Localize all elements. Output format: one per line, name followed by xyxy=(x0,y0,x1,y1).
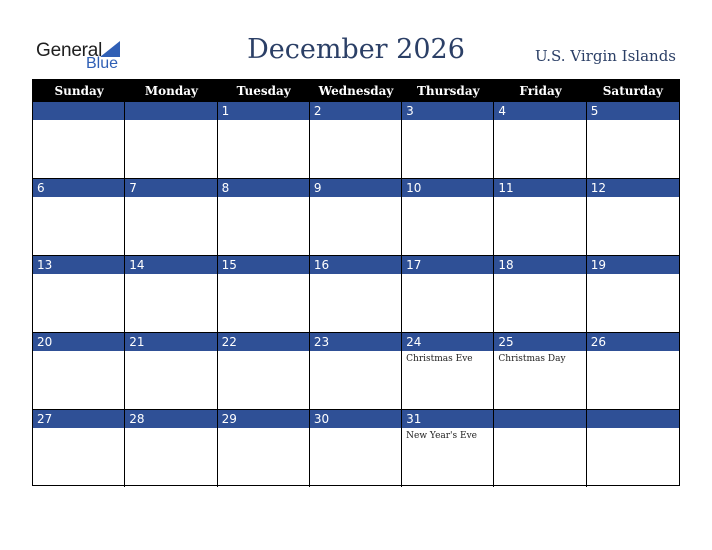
day-cell xyxy=(402,179,494,256)
day-cell xyxy=(218,410,310,487)
day-cell xyxy=(587,333,679,410)
day-number: 3 xyxy=(402,102,493,120)
day-cell xyxy=(125,179,217,256)
weekday-monday: Monday xyxy=(144,84,198,98)
calendar-grid xyxy=(32,79,680,486)
day-cell xyxy=(218,256,310,333)
day-cell xyxy=(494,102,586,179)
day-cell xyxy=(494,256,586,333)
day-number: 8 xyxy=(218,179,309,197)
day-cell xyxy=(125,333,217,410)
weekday-friday: Friday xyxy=(519,84,562,98)
day-event xyxy=(218,197,309,200)
day-event: Christmas Day xyxy=(498,354,566,364)
day-number: 14 xyxy=(125,256,216,274)
day-number xyxy=(494,410,585,428)
weekday-thursday: Thursday xyxy=(416,84,480,98)
day-event xyxy=(494,428,585,431)
day-cell xyxy=(125,102,217,179)
day-event xyxy=(33,197,124,200)
week-row xyxy=(33,102,679,179)
day-number: 12 xyxy=(587,179,679,197)
day-cell xyxy=(33,179,125,256)
day-event xyxy=(402,120,493,123)
day-number: 27 xyxy=(33,410,124,428)
day-number: 11 xyxy=(494,179,585,197)
day-cell xyxy=(218,102,310,179)
day-event xyxy=(587,197,679,200)
day-event xyxy=(218,274,309,277)
day-cell xyxy=(402,102,494,179)
day-event xyxy=(310,120,401,123)
day-cell xyxy=(310,410,402,487)
day-number: 30 xyxy=(310,410,401,428)
day-cell xyxy=(402,256,494,333)
day-cell xyxy=(494,410,586,487)
day-number: 4 xyxy=(494,102,585,120)
day-event xyxy=(310,197,401,200)
day-number: 18 xyxy=(494,256,585,274)
day-event xyxy=(587,428,679,431)
day-event xyxy=(33,274,124,277)
day-event xyxy=(587,351,679,354)
country-label: U.S. Virgin Islands xyxy=(535,47,676,65)
day-event xyxy=(587,274,679,277)
day-event: Christmas Eve xyxy=(406,354,473,364)
day-event xyxy=(310,274,401,277)
day-event xyxy=(494,197,585,200)
day-cell xyxy=(33,256,125,333)
logo-word-blue: Blue xyxy=(86,55,119,72)
day-event xyxy=(125,197,216,200)
day-event xyxy=(218,120,309,123)
day-number: 15 xyxy=(218,256,309,274)
day-number: 20 xyxy=(33,333,124,351)
day-number: 24 xyxy=(402,333,493,351)
day-cell xyxy=(587,410,679,487)
day-cell xyxy=(587,102,679,179)
day-number: 9 xyxy=(310,179,401,197)
day-number: 21 xyxy=(125,333,216,351)
day-event xyxy=(125,120,216,123)
day-number: 17 xyxy=(402,256,493,274)
day-cell xyxy=(587,256,679,333)
day-cell xyxy=(310,256,402,333)
day-cell xyxy=(402,410,494,487)
week-row xyxy=(33,256,679,333)
weekday-header xyxy=(33,80,679,102)
day-number: 28 xyxy=(125,410,216,428)
day-cell xyxy=(125,410,217,487)
day-event xyxy=(33,428,124,431)
day-event xyxy=(587,120,679,123)
day-cell xyxy=(218,333,310,410)
day-event xyxy=(125,351,216,354)
day-event xyxy=(125,274,216,277)
day-event xyxy=(402,197,493,200)
day-cell xyxy=(402,333,494,410)
day-number: 23 xyxy=(310,333,401,351)
day-event xyxy=(218,428,309,431)
day-number: 7 xyxy=(125,179,216,197)
day-number: 22 xyxy=(218,333,309,351)
day-event xyxy=(125,428,216,431)
day-number: 10 xyxy=(402,179,493,197)
day-number: 19 xyxy=(587,256,679,274)
weekday-tuesday: Tuesday xyxy=(236,84,291,98)
weekday-saturday: Saturday xyxy=(602,84,663,98)
day-event xyxy=(33,120,124,123)
day-number: 16 xyxy=(310,256,401,274)
day-number: 25 xyxy=(494,333,585,351)
day-cell xyxy=(310,179,402,256)
logo-word-general: General xyxy=(36,40,103,61)
day-cell xyxy=(494,333,586,410)
page-title: December 2026 xyxy=(247,34,465,65)
day-event xyxy=(310,428,401,431)
day-number: 26 xyxy=(587,333,679,351)
day-cell xyxy=(33,410,125,487)
day-cell xyxy=(33,333,125,410)
day-number: 2 xyxy=(310,102,401,120)
day-cell xyxy=(125,256,217,333)
week-row xyxy=(33,410,679,487)
day-cell xyxy=(494,179,586,256)
day-cell xyxy=(218,179,310,256)
week-row xyxy=(33,179,679,256)
day-event: New Year's Eve xyxy=(406,431,477,441)
day-cell xyxy=(310,333,402,410)
day-cell xyxy=(587,179,679,256)
day-number: 31 xyxy=(402,410,493,428)
day-event xyxy=(402,274,493,277)
day-event xyxy=(494,120,585,123)
day-number xyxy=(587,410,679,428)
day-number: 13 xyxy=(33,256,124,274)
weekday-wednesday: Wednesday xyxy=(318,84,394,98)
week-row xyxy=(33,333,679,410)
day-number: 1 xyxy=(218,102,309,120)
day-cell xyxy=(33,102,125,179)
weekday-sunday: Sunday xyxy=(54,84,104,98)
day-number: 5 xyxy=(587,102,679,120)
day-event xyxy=(33,351,124,354)
day-number: 29 xyxy=(218,410,309,428)
day-event xyxy=(310,351,401,354)
day-cell xyxy=(310,102,402,179)
day-event xyxy=(218,351,309,354)
day-event xyxy=(494,274,585,277)
day-number xyxy=(125,102,216,120)
day-number xyxy=(33,102,124,120)
day-number: 6 xyxy=(33,179,124,197)
